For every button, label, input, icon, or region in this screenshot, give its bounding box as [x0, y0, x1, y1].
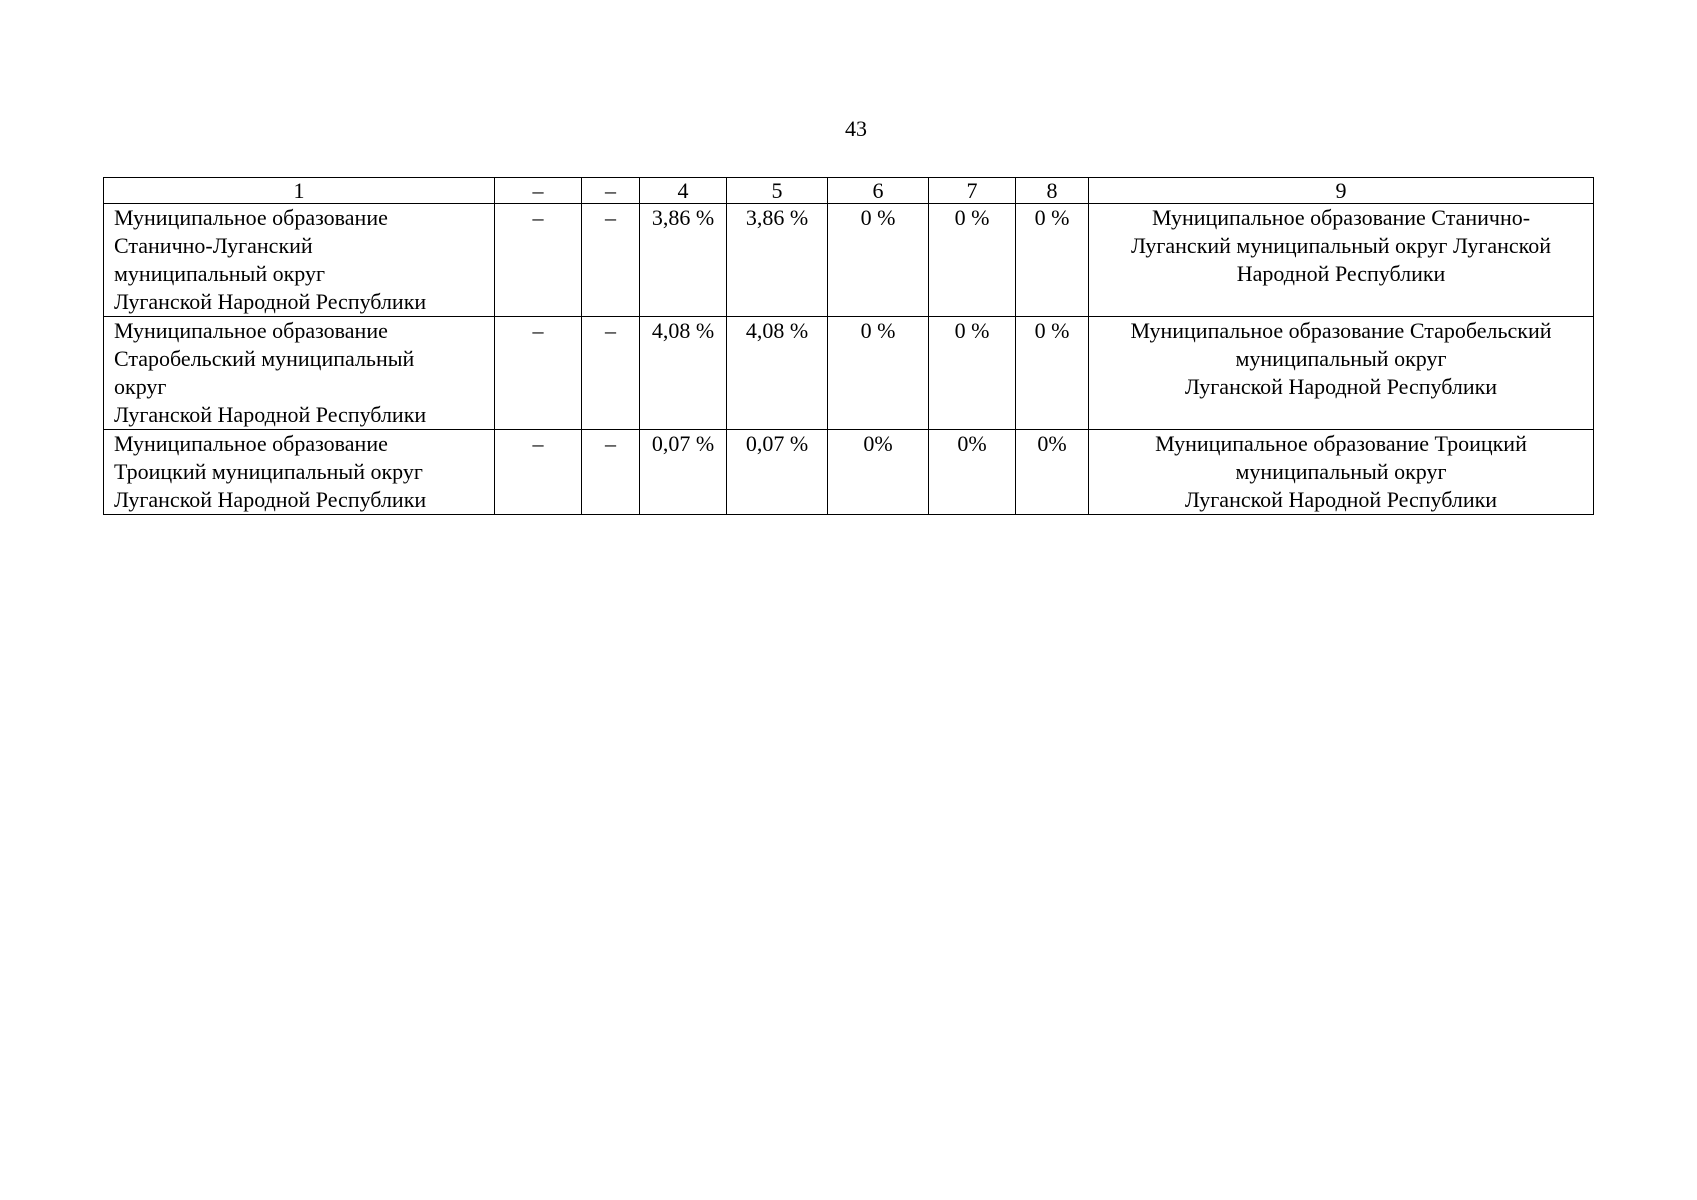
column-header: 1 [104, 178, 495, 204]
column-header: – [495, 178, 582, 204]
dash-cell: – [582, 430, 640, 515]
column-header: 4 [640, 178, 727, 204]
dash-cell: – [495, 430, 582, 515]
percent-cell: 0% [828, 430, 929, 515]
percent-cell: 0 % [828, 204, 929, 317]
column-header: – [582, 178, 640, 204]
percent-cell: 0 % [828, 317, 929, 430]
percent-cell: 0 % [1016, 204, 1089, 317]
percent-cell: 3,86 % [727, 204, 828, 317]
column-header: 9 [1089, 178, 1594, 204]
column-header: 7 [929, 178, 1016, 204]
percent-cell: 0% [929, 430, 1016, 515]
dash-cell: – [582, 204, 640, 317]
percent-cell: 0,07 % [640, 430, 727, 515]
percent-cell: 4,08 % [727, 317, 828, 430]
recipient-cell: Муниципальное образование Троицкий муниципальный округ Луганской Народной Республики [1089, 430, 1594, 515]
table-header-row [104, 178, 1594, 204]
recipient-cell: Муниципальное образование Старобельский муниципальный округ Луганской Народной Республики [1089, 317, 1594, 430]
table-row [104, 430, 1594, 515]
dash-cell: – [495, 204, 582, 317]
page-number: 43 [845, 116, 867, 141]
percent-cell: 0 % [929, 317, 1016, 430]
percent-cell: 0 % [929, 204, 1016, 317]
column-header: 6 [828, 178, 929, 204]
municipality-name-cell: Муниципальное образование Станично-Луганский муниципальный округ Луганской Народной Республики [104, 204, 495, 317]
dash-cell: – [495, 317, 582, 430]
dash-cell: – [582, 317, 640, 430]
column-header: 8 [1016, 178, 1089, 204]
table-row [104, 317, 1594, 430]
percent-cell: 3,86 % [640, 204, 727, 317]
recipient-cell: Муниципальное образование Станично- Луганский муниципальный округ Луганской Народной Республики [1089, 204, 1594, 317]
column-header: 5 [727, 178, 828, 204]
municipality-name-cell: Муниципальное образование Троицкий муниципальный округ Луганской Народной Республики [104, 430, 495, 515]
percent-cell: 0% [1016, 430, 1089, 515]
municipality-name-cell: Муниципальное образование Старобельский муниципальный округ Луганской Народной Республики [104, 317, 495, 430]
allocation-table [103, 177, 1594, 515]
percent-cell: 4,08 % [640, 317, 727, 430]
table-row [104, 204, 1594, 317]
percent-cell: 0 % [1016, 317, 1089, 430]
percent-cell: 0,07 % [727, 430, 828, 515]
